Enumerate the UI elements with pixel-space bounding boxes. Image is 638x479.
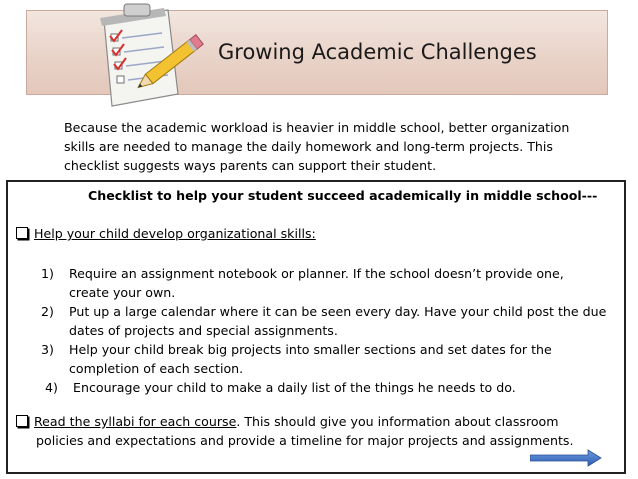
intro-paragraph: Because the academic workload is heavier in middle school, better organization skills are needed to manage the daily homework and long-term projects. This checklist suggests ways parents can support their student.: [64, 120, 570, 173]
page-title: Growing Academic Challenges: [218, 40, 537, 64]
section-title: Read the syllabi for each course: [34, 414, 237, 429]
clipboard-checklist-pencil-icon: [64, 2, 214, 114]
list-item: 3) Help your child break big projects into smaller sections and set dates for the completion of each section.: [41, 342, 552, 376]
list-item: 1) Require an assignment notebook or planner. If the school doesn’t provide one, create your own.: [41, 266, 564, 300]
list-item: 2) Put up a large calendar where it can be seen every day. Have your child post the due dates of projects and special assignments.: [41, 304, 607, 338]
section-title: Help your child develop organizational skills:: [34, 226, 316, 241]
right-arrow-icon[interactable]: [530, 449, 602, 467]
section-organizational-skills: [16, 224, 616, 243]
list-item: 4) Encourage your child to make a daily list of the things he needs to do.: [45, 380, 516, 395]
checklist-heading: Checklist to help your student succeed academically in middle school---: [88, 188, 598, 203]
section-syllabi: Read the syllabi for each course. This should give you information about classroom policies and expectations and provide a timeline for major projects and assignments.: [16, 412, 616, 450]
checkbox-bullet-icon: [16, 227, 28, 239]
checklist-box: [6, 180, 626, 474]
checkbox-bullet-icon: [16, 415, 28, 427]
